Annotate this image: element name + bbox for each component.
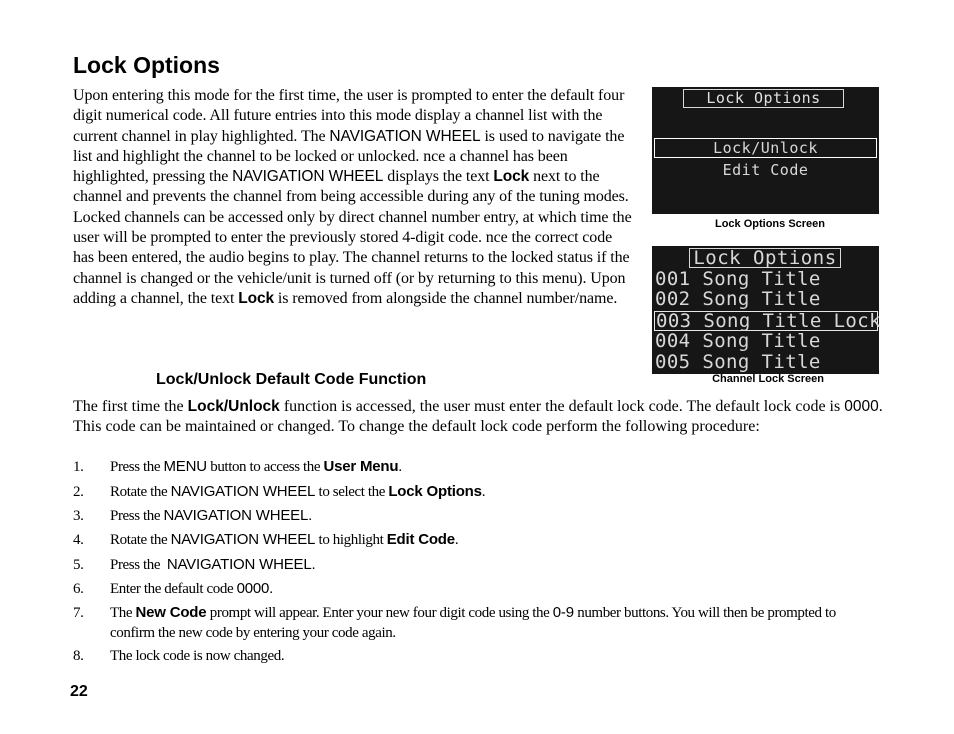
step-keyword: User Menu [323,458,399,475]
intro-keyword: Lock [238,289,275,307]
step-number: 5. [73,557,84,573]
screen-menu-item: Edit Code [722,161,809,179]
channel-row: 002 Song Title [655,288,821,310]
step-fragment: Enter the default code [110,581,237,597]
page-number: 22 [70,683,88,700]
step-number: 8. [73,648,84,664]
para-keyword: 0000 [844,398,879,415]
step-number: 3. [73,508,84,524]
step-fragment: The [110,605,136,621]
step-number: 1. [73,459,84,475]
figure-caption: Channel Lock Screen [712,373,824,385]
step-text [110,603,880,643]
step-fragment: prompt will appear. Enter your new four digit code using the [206,605,553,621]
step-keyword: NAVIGATION WHEEL [170,483,316,500]
page-title: Lock Options [73,52,220,78]
step-fragment: to highlight [315,532,387,548]
lock-options-screen-image [652,87,879,214]
step-number: 6. [73,581,84,597]
step-fragment: . [481,484,486,500]
para-text: . This code can be maintained or changed. To change the default lock code perform the following procedure: [73,398,883,436]
step-keyword: NAVIGATION WHEEL. [166,556,316,573]
step-text [110,579,880,599]
step-keyword: MENU [163,458,207,475]
step-fragment: Press the [110,508,164,524]
screen-title: Lock Options [689,248,841,268]
step-fragment: The lock code is now changed. [110,648,285,664]
step-fragment: Press the [110,557,167,573]
step-keyword: Edit Code [386,531,455,548]
para-text: The first time the [73,398,188,415]
step-fragment: Rotate the [110,532,171,548]
step-fragment: button to access the [206,459,324,475]
intro-text: displays the text [383,168,494,186]
step-fragment: Rotate the [110,484,171,500]
step-fragment: . [454,532,459,548]
step-text [110,646,880,666]
channel-row: 005 Song Title [655,351,821,373]
intro-paragraph [73,86,633,309]
intro-keyword: NAVIGATION WHEEL [329,127,481,145]
intro-text: Upon entering this mode for the first time, the user is prompted to enter the default four digit numerical code. All future entries into this mode display a channel list with the current channel in play highlighted. The [73,87,625,145]
intro-keyword: Lock [493,168,530,186]
step-number: 4. [73,532,84,548]
step-keyword: NAVIGATION WHEEL. [163,507,313,524]
step-keyword: 0-9 [552,604,574,621]
step-number: 7. [73,605,84,621]
intro-text: next to the channel and prevents the channel from being accessible during any of the tuning modes. Locked channels can be accessed only by direct channel number entry, at which time the user will be prompted to enter the previously stored 4-digit code. nce the correct code has been entered, the audio begins to play. The channel returns to the locked status if the channel is changed or the vehicle/unit is turned off (or by returning to this menu). Upon adding a channel, the text [73,168,632,307]
intro-text: is used to navigate the list and highlight the channel to be locked or unlocked. nce a channel has been highlighted, pressing the [73,127,625,186]
channel-row: 004 Song Title [655,330,821,352]
step-number: 2. [73,484,84,500]
step-text [110,482,880,502]
step-text [110,555,880,575]
channel-row: 001 Song Title [655,268,821,290]
section-subheading: Lock/Unlock Default Code Function [156,371,427,388]
para-text: function is accessed, the user must enter the default lock code. The default lock code is [279,398,845,415]
step-keyword: 0000. [236,580,274,597]
intro-text: is removed from alongside the channel number/name. [274,289,618,307]
default-code-paragraph [73,397,883,438]
channel-row: 003 Song Title Lock [656,310,881,332]
channel-lock-screen-image [652,246,879,374]
step-fragment: . [398,459,402,475]
step-text [110,457,880,477]
step-keyword: Lock Options [388,483,482,500]
step-keyword: NAVIGATION WHEEL [170,531,316,548]
step-fragment: Press the [110,459,164,475]
step-fragment: to select the [315,484,389,500]
screen-menu-item: Lock/Unlock [654,138,877,158]
step-fragment: number buttons. You will then be prompted to confirm the new code by entering your code again. [110,605,836,641]
step-keyword: New Code [135,604,207,621]
para-keyword: Lock/Unlock [187,398,280,415]
intro-keyword: NAVIGATION WHEEL [232,168,384,186]
figure-caption: Lock Options Screen [714,218,826,230]
step-text [110,506,880,526]
step-text [110,530,880,550]
screen-title: Lock Options [683,89,844,108]
